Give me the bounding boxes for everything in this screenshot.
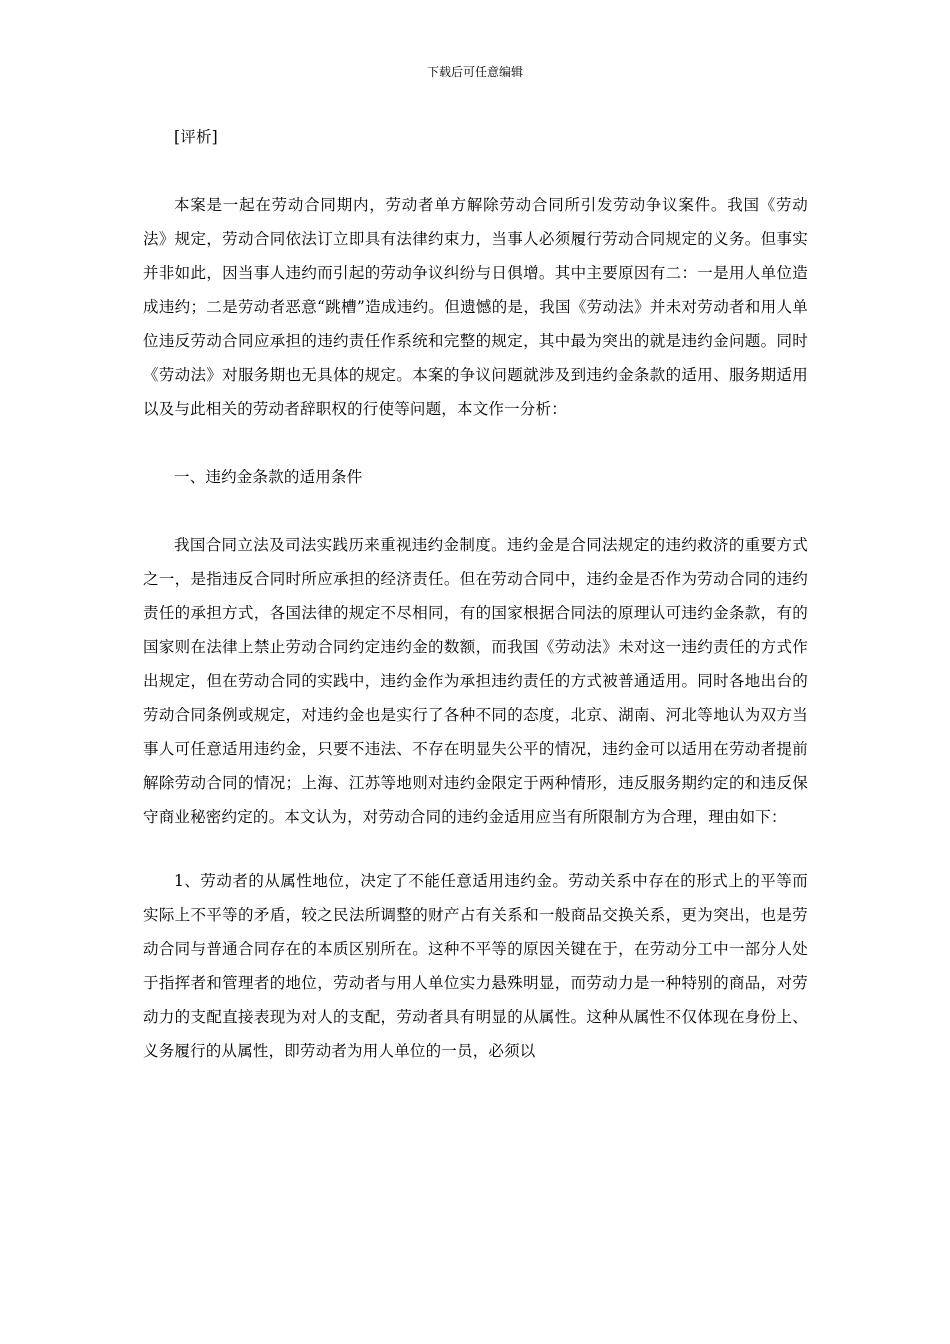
intro-paragraph: 本案是一起在劳动合同期内，劳动者单方解除劳动合同所引发劳动争议案件。我国《劳动法》规定，劳动合同依法订立即具有法律约束力，当事人必须履行劳动合同规定的义务。但事实并非如此，因当事人违约而引起的劳动争议纠纷与日俱增。其中主要原因有二：一是用人单位造成违约；二是劳动者恶意“跳槽”造成违约。但遗憾的是，我国《劳动法》并未对劳动者和用人单位违反劳动合同应承担的违约责任作系统和完整的规定，其中最为突出的就是违约金问题。同时《劳动法》对服务期也无具体的规定。本案的争议问题就涉及到违约金条款的适用、服务期适用以及与此相关的劳动者辞职权的行使等问题，本文作一分析： — [143, 196, 808, 418]
review-label: [评析] — [174, 128, 218, 146]
page-header: 下载后可任意编辑 — [426, 65, 523, 79]
document-body — [143, 120, 808, 1068]
section-heading: 一、违约金条款的适用条件 — [174, 468, 363, 486]
point-paragraph: 1、劳动者的从属性地位，决定了不能任意适用违约金。劳动关系中存在的形式上的平等而实际上不平等的矛盾，较之民法所调整的财产占有关系和一般商品交换关系，更为突出，也是劳动合同与普通合同存在的本质区别所在。这种不平等的原因关键在于，在劳动分工中一部分人处于指挥者和管理者的地位，劳动者与用人单位实力悬殊明显，而劳动力是一种特别的商品，对劳动力的支配直接表现为对人的支配，劳动者具有明显的从属性。这种从属性不仅体现在身份上、义务履行的从属性，即劳动者为用人单位的一员，必须以 — [143, 872, 808, 1060]
section-paragraph: 我国合同立法及司法实践历来重视违约金制度。违约金是合同法规定的违约救济的重要方式之一，是指违反合同时所应承担的经济责任。但在劳动合同中，违约金是否作为劳动合同的违约责任的承担方式，各国法律的规定不尽相同，有的国家根据合同法的原理认可违约金条款，有的国家则在法律上禁止劳动合同约定违约金的数额，而我国《劳动法》未对这一违约责任的方式作出规定，但在劳动合同的实践中，违约金作为承担违约责任的方式被普通适用。同时各地出台的劳动合同条例或规定，对违约金也是实行了各种不同的态度，北京、湖南、河北等地认为双方当事人可任意适用违约金，只要不违法、不存在明显失公平的情况，违约金可以适用在劳动者提前解除劳动合同的情况；上海、江苏等地则对违约金限定于两种情形，违反服务期约定的和违反保守商业秘密约定的。本文认为，对劳动合同的违约金适用应当有所限制方为合理，理由如下： — [143, 536, 808, 826]
